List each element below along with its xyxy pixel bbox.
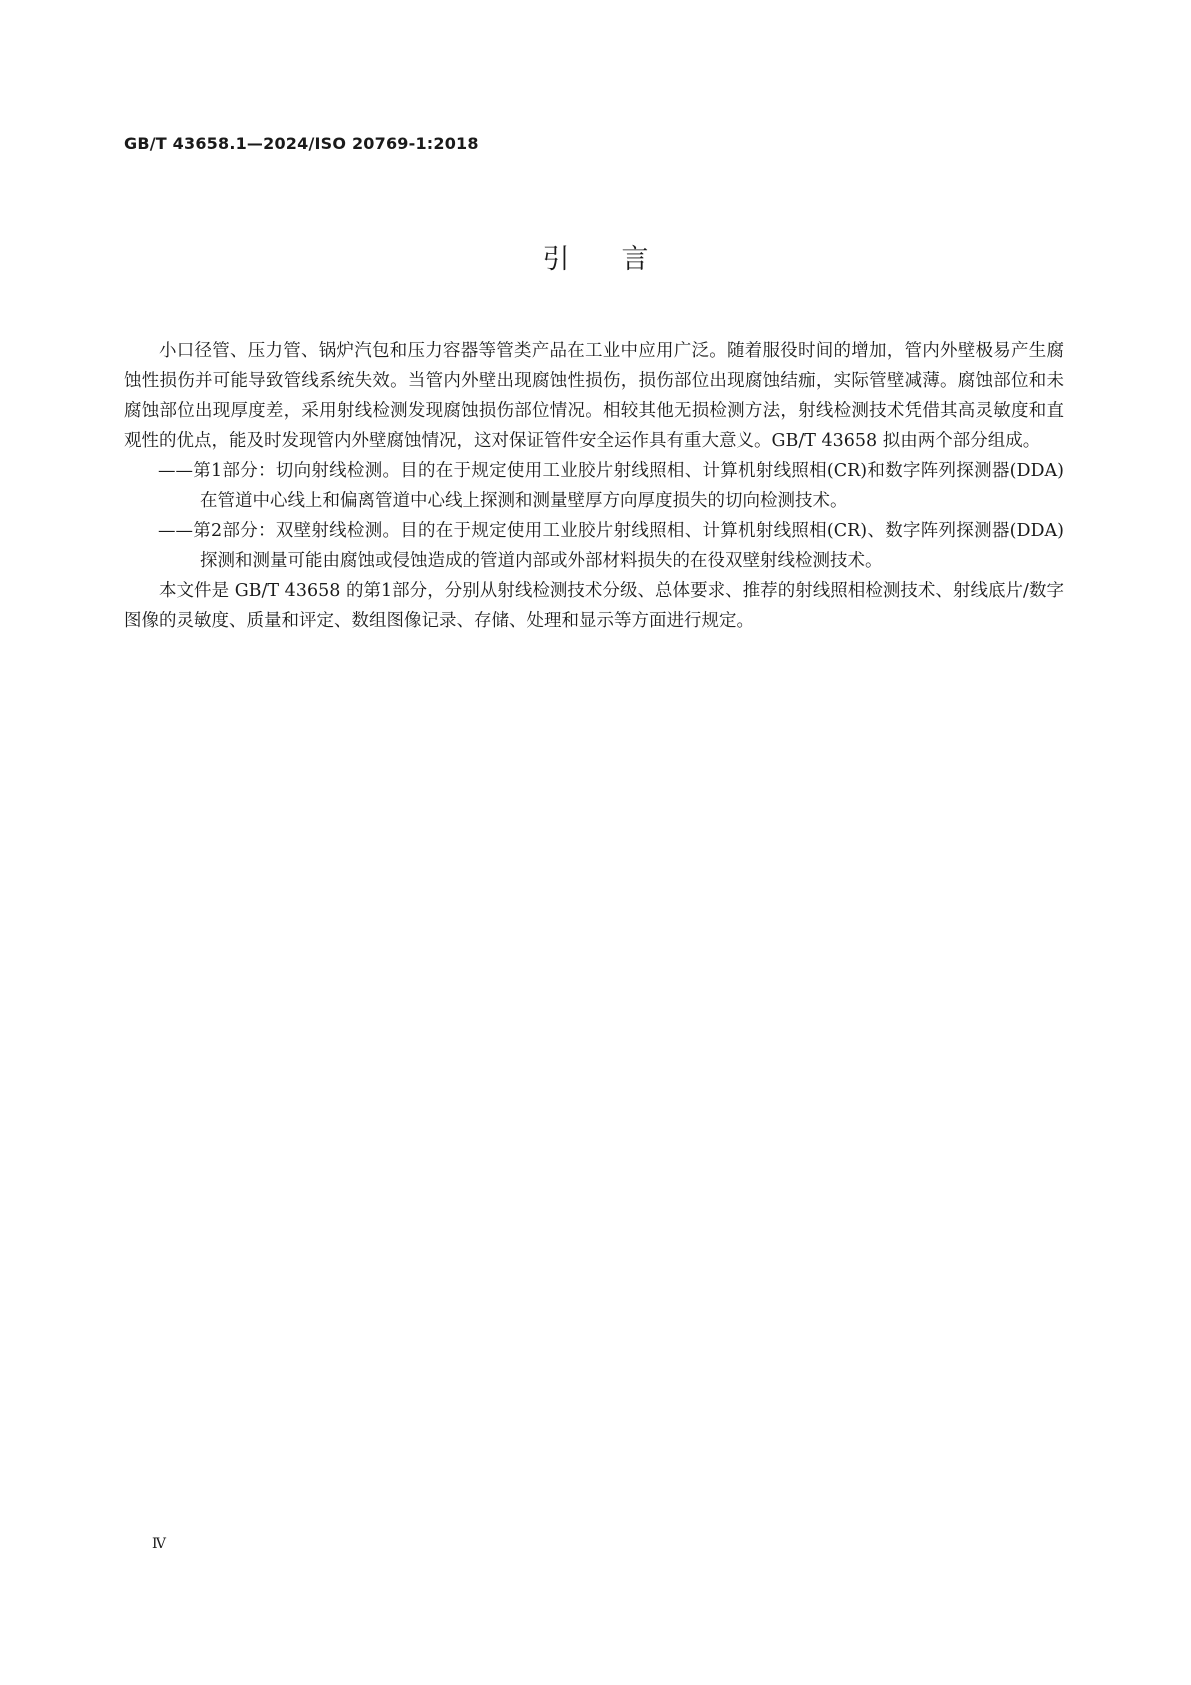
list-item-part-1: ——第1部分：切向射线检测。目的在于规定使用工业胶片射线照相、计算机射线照相(CR)和数字阵列探测器(DDA)在管道中心线上和偏离管道中心线上探测和测量壁厚方向厚度损失的切向检测技术。 [158,461,1064,511]
document-code: GB/T 43658.1—2024/ISO 20769-1:2018 [124,134,479,153]
intro-paragraph: 小口径管、压力管、锅炉汽包和压力容器等管类产品在工业中应用广泛。随着服役时间的增加，管内外壁极易产生腐蚀性损伤并可能导致管线系统失效。当管内外壁出现腐蚀性损伤，损伤部位出现腐蚀结痂，实际管壁减薄。腐蚀部位和未腐蚀部位出现厚度差，采用射线检测发现腐蚀损伤部位情况。相较其他无损检测方法，射线检测技术凭借其高灵敏度和直观性的优点，能及时发现管内外壁腐蚀情况，这对保证管件安全运作具有重大意义。GB/T 43658 拟由两个部分组成。 [124,341,1064,451]
page-title: 引言 [542,244,701,275]
list-item-part-2: ——第2部分：双壁射线检测。目的在于规定使用工业胶片射线照相、计算机射线照相(CR)、数字阵列探测器(DDA)探测和测量可能由腐蚀或侵蚀造成的管道内部或外部材料损失的在役双壁射线检测技术。 [158,521,1064,571]
page-number: Ⅳ [152,1536,166,1552]
body-text [124,336,1064,636]
closing-paragraph: 本文件是 GB/T 43658 的第1部分，分别从射线检测技术分级、总体要求、推荐的射线照相检测技术、射线底片/数字图像的灵敏度、质量和评定、数组图像记录、存储、处理和显示等方面进行规定。 [124,581,1064,631]
